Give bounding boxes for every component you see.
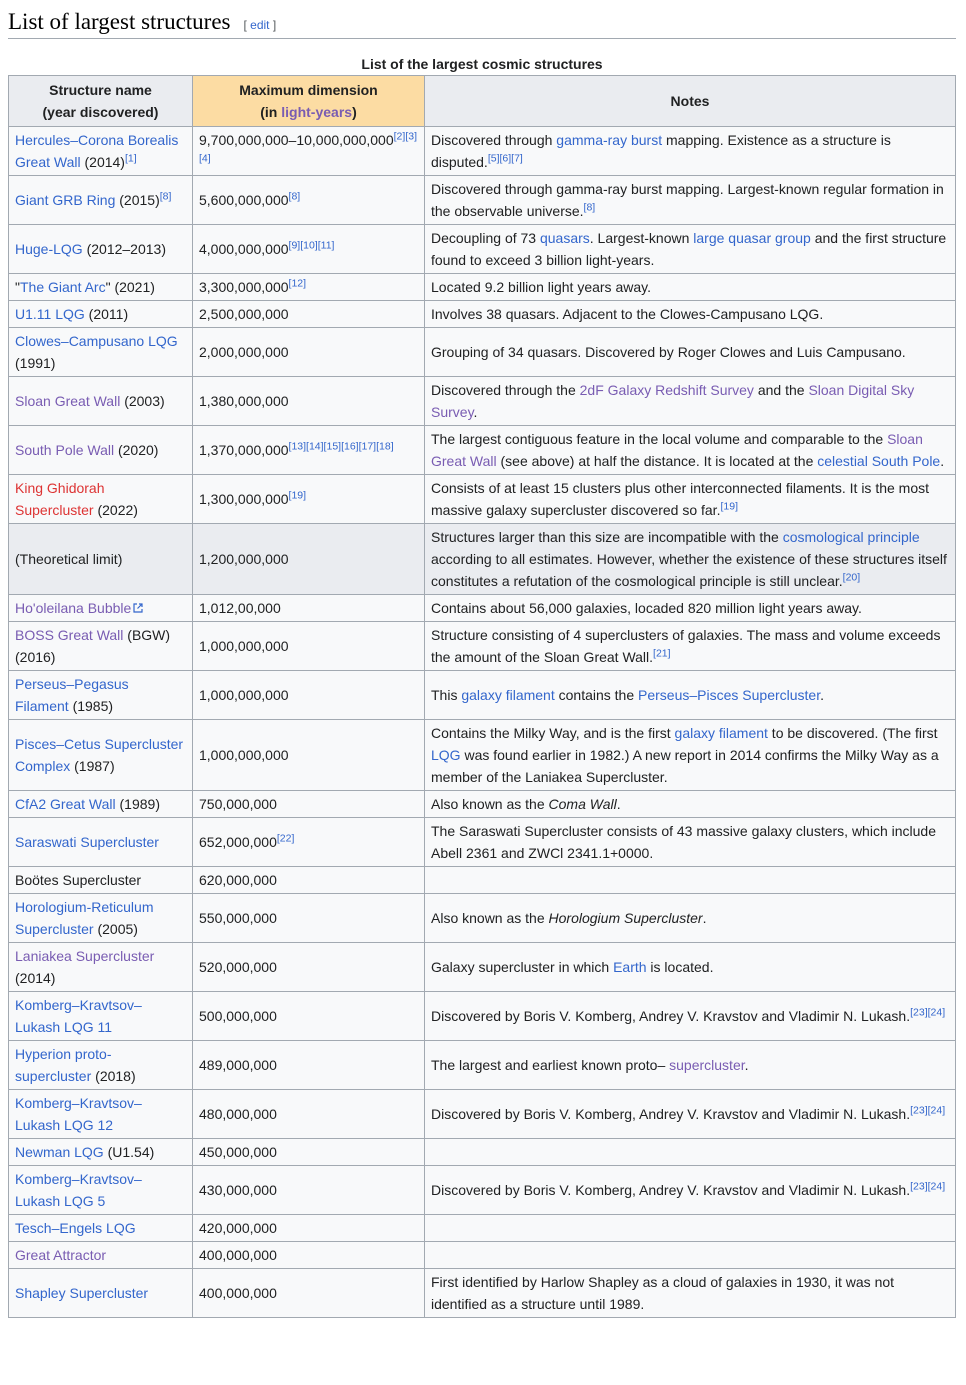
header-notes[interactable]: Notes (425, 76, 956, 127)
cell-structure-name (9, 1269, 193, 1318)
cell-notes (425, 301, 956, 328)
cell-text: (BGW) (2016) (15, 627, 171, 665)
cell-text: (2005) (93, 921, 138, 937)
cell-text: 1,000,000,000 (199, 638, 289, 654)
table-row (9, 1269, 956, 1318)
cell-max-dimension (193, 301, 425, 328)
cell-structure-name (9, 1139, 193, 1166)
cell-text: Structures larger than this size are incompatible with the (431, 529, 783, 545)
wiki-link[interactable]: galaxy filament (674, 725, 768, 741)
header-max-dimension[interactable]: Maximum dimension (in light-years) (193, 76, 425, 127)
cell-text: Boötes Supercluster (15, 872, 142, 888)
cell-notes (425, 1215, 956, 1242)
section-title: List of largest structures (8, 9, 231, 34)
cell-text: mapping. Existence as a structure is disputed. (431, 132, 891, 170)
cell-structure-name (9, 176, 193, 225)
cell-text: (Theoretical limit) (15, 551, 123, 567)
cell-text: Consists of at least 15 clusters plus other interconnected filaments. It is the most massive galaxy supercluster discovered so far. (431, 480, 930, 518)
cell-structure-name (9, 943, 193, 992)
cell-text: (2014) (80, 154, 125, 170)
cell-text: (2003) (120, 393, 165, 409)
cell-text: Contains the Milky Way, and is the first (431, 725, 675, 741)
edit-link[interactable]: edit (250, 18, 270, 32)
cell-text: 500,000,000 (199, 1008, 277, 1024)
cell-max-dimension (193, 127, 425, 176)
cell-notes (425, 867, 956, 894)
table-row (9, 791, 956, 818)
cell-text: . (616, 796, 621, 812)
wiki-link[interactable]: quasars (539, 230, 590, 246)
cell-notes (425, 524, 956, 595)
cell-max-dimension (193, 1041, 425, 1090)
table-row (9, 671, 956, 720)
wiki-link[interactable]: Sloan Great Wall (431, 431, 923, 469)
cell-max-dimension (193, 622, 425, 671)
cell-max-dimension (193, 671, 425, 720)
table-row (9, 622, 956, 671)
table-row (9, 1090, 956, 1139)
cell-text: First identified by Harlow Shapley as a cloud of galaxies in 1930, it was not identified as a structure until 1989. (431, 1274, 895, 1312)
cell-structure-name (9, 595, 193, 622)
cell-text: Discovered through the (431, 382, 580, 398)
cell-structure-name (9, 818, 193, 867)
table-row (9, 377, 956, 426)
citation-ref[interactable]: [1] (124, 152, 137, 165)
cell-max-dimension (193, 1139, 425, 1166)
citation-ref[interactable]: [5][6][7] (487, 152, 523, 165)
citation-ref[interactable]: [20] (842, 571, 861, 584)
cell-max-dimension (193, 1215, 425, 1242)
cell-max-dimension (193, 176, 425, 225)
table-row (9, 328, 956, 377)
cell-max-dimension (193, 274, 425, 301)
cell-text: to be discovered. (The first (767, 725, 938, 741)
cell-max-dimension (193, 720, 425, 791)
wiki-link[interactable]: supercluster (669, 1057, 745, 1073)
table-row (9, 1166, 956, 1215)
wiki-link[interactable]: cosmological principle (782, 529, 920, 545)
cell-text: . (473, 404, 478, 420)
cell-text: Grouping of 34 quasars. Discovered by Roger Clowes and Luis Campusano. (431, 344, 906, 360)
cell-structure-name (9, 894, 193, 943)
cell-structure-name (9, 328, 193, 377)
citation-ref[interactable]: [8] (159, 190, 172, 203)
cell-text: The largest and earliest known proto– (431, 1057, 670, 1073)
cell-text: . (744, 1057, 749, 1073)
cell-text: 400,000,000 (199, 1247, 277, 1263)
cell-text: . Largest-known (589, 230, 694, 246)
wiki-link[interactable]: Sloan Great Wall (15, 393, 121, 409)
cell-notes (425, 818, 956, 867)
italic-text: Horologium Supercluster (548, 910, 703, 926)
cell-text: Discovered by Boris V. Komberg, Andrey V. Kravstov and Vladimir N. Lukash. (431, 1106, 911, 1122)
citation-ref[interactable]: [19] (288, 489, 307, 502)
cell-max-dimension (193, 426, 425, 475)
cell-text: (1989) (115, 796, 160, 812)
cell-text: (1991) (15, 355, 56, 371)
wiki-link[interactable]: Ho'oleilana Bubble (15, 600, 132, 616)
cell-text: . (940, 453, 945, 469)
table-row (9, 1041, 956, 1090)
table-row (9, 176, 956, 225)
table-row (9, 274, 956, 301)
table-row (9, 225, 956, 274)
wiki-link[interactable]: U1.11 LQG (15, 306, 85, 322)
wiki-link[interactable]: King Ghidorah Supercluster (15, 480, 105, 518)
wiki-link[interactable]: galaxy filament (461, 687, 555, 703)
wiki-link[interactable]: Saraswati Supercluster (15, 834, 159, 850)
cell-text: is located. (646, 959, 714, 975)
cell-text: 1,200,000,000 (199, 551, 289, 567)
wiki-link[interactable]: Horologium-Reticulum Supercluster (15, 899, 154, 937)
table-header-row (9, 76, 956, 127)
cell-text: 489,000,000 (199, 1057, 277, 1073)
light-years-link[interactable]: light-years (281, 104, 353, 120)
citation-ref[interactable]: [2][3][4] (199, 130, 417, 165)
wiki-link[interactable]: large quasar group (693, 230, 811, 246)
cell-notes (425, 671, 956, 720)
cell-text: Located 9.2 billion light years away. (431, 279, 651, 295)
wiki-link[interactable]: celestial South Pole (817, 453, 941, 469)
wiki-link[interactable]: Newman LQG (15, 1144, 104, 1160)
cell-structure-name (9, 377, 193, 426)
wiki-link[interactable]: gamma-ray burst (556, 132, 663, 148)
cell-notes (425, 992, 956, 1041)
cell-max-dimension (193, 475, 425, 524)
citation-ref[interactable]: [12] (288, 277, 307, 290)
cell-text: and the (753, 382, 809, 398)
cell-text: (2011) (84, 306, 129, 322)
cell-text: " (15, 279, 20, 295)
cell-max-dimension (193, 894, 425, 943)
wiki-link[interactable]: BOSS Great Wall (15, 627, 124, 643)
cell-notes (425, 720, 956, 791)
citation-ref[interactable]: [9][10][11] (288, 239, 335, 252)
cell-structure-name (9, 475, 193, 524)
cell-text: 1,000,000,000 (199, 747, 289, 763)
cell-text: Contains about 56,000 galaxies, locaded 820 million light years away. (431, 600, 862, 616)
cell-max-dimension (193, 818, 425, 867)
table-row (9, 1139, 956, 1166)
cell-structure-name (9, 225, 193, 274)
wiki-link[interactable]: Tesch–Engels LQG (15, 1220, 136, 1236)
italic-text: Coma Wall (548, 796, 617, 812)
cell-text: 480,000,000 (199, 1106, 277, 1122)
table-row (9, 1242, 956, 1269)
cell-text: according to all estimates. However, whether the existence of these structures itself constitutes a refutation of the cosmological principle is still unclear. (431, 551, 947, 589)
header-structure-name[interactable]: Structure name (year discovered) (9, 76, 193, 127)
citation-ref[interactable]: [22] (276, 832, 295, 845)
cell-notes (425, 127, 956, 176)
cell-text: 9,700,000,000–10,000,000,000 (199, 132, 394, 148)
cell-notes (425, 595, 956, 622)
table-body (9, 127, 956, 1318)
cell-text: 5,600,000,000 (199, 192, 289, 208)
cell-structure-name (9, 992, 193, 1041)
external-link-icon (133, 597, 143, 607)
cell-text: . (820, 687, 824, 703)
wiki-link[interactable]: Great Attractor (15, 1247, 107, 1263)
cell-text: 2,000,000,000 (199, 344, 289, 360)
citation-ref[interactable]: [21] (653, 647, 671, 660)
cell-text: (2015) (115, 192, 160, 208)
cell-text: 750,000,000 (199, 796, 277, 812)
table-caption: List of the largest cosmic structures (361, 56, 603, 72)
cell-notes (425, 943, 956, 992)
cell-text: Discovered through gamma-ray burst mapping. Largest-known regular formation in the observable universe. (431, 181, 944, 219)
cell-max-dimension (193, 992, 425, 1041)
wiki-link[interactable]: Sloan Digital Sky Survey (431, 382, 915, 420)
cell-text: Structure consisting of 4 superclusters of galaxies. The mass and volume exceeds the amount of the Sloan Great Wall. (431, 627, 941, 665)
cell-text: 3,300,000,000 (199, 279, 289, 295)
cell-structure-name (9, 1242, 193, 1269)
cell-notes (425, 622, 956, 671)
wiki-link[interactable]: Pisces–Cetus Supercluster Complex (15, 736, 184, 774)
cell-notes (425, 894, 956, 943)
cell-max-dimension (193, 1242, 425, 1269)
cell-text: 1,380,000,000 (199, 393, 289, 409)
wiki-link[interactable]: The Giant Arc (19, 279, 106, 295)
cell-notes (425, 475, 956, 524)
cell-structure-name (9, 1090, 193, 1139)
cell-max-dimension (193, 867, 425, 894)
wiki-link[interactable]: Earth (613, 959, 647, 975)
cell-text: Discovered by Boris V. Komberg, Andrey V. Kravstov and Vladimir N. Lukash. (431, 1008, 911, 1024)
table-row (9, 595, 956, 622)
cell-text: Decoupling of 73 (431, 230, 540, 246)
cell-structure-name (9, 1166, 193, 1215)
wiki-link[interactable]: Perseus–Pegasus Filament (15, 676, 129, 714)
citation-ref[interactable]: [23][24] (910, 1006, 946, 1019)
cell-text: Also known as the (431, 796, 549, 812)
cell-structure-name (9, 720, 193, 791)
cell-text: Involves 38 quasars. Adjacent to the Clowes-Campusano LQG. (431, 306, 824, 322)
cell-text: 550,000,000 (199, 910, 277, 926)
cell-notes (425, 225, 956, 274)
cell-notes (425, 328, 956, 377)
wiki-link[interactable]: LQG (431, 747, 461, 763)
cell-text: 652,000,000 (199, 834, 277, 850)
cell-max-dimension (193, 791, 425, 818)
table-row (9, 894, 956, 943)
cell-structure-name (9, 867, 193, 894)
cell-text: 1,370,000,000 (199, 442, 289, 458)
table-row (9, 943, 956, 992)
cell-structure-name (9, 127, 193, 176)
structures-table (8, 75, 956, 1318)
table-row (9, 127, 956, 176)
cell-notes (425, 377, 956, 426)
cell-text: (2022) (93, 502, 138, 518)
cell-text: Galaxy supercluster in which (431, 959, 614, 975)
cell-notes (425, 274, 956, 301)
cell-text: contains the (554, 687, 639, 703)
wiki-link[interactable]: Komberg–Kravtsov–Lukash LQG 12 (15, 1095, 142, 1133)
cell-text: (2018) (91, 1068, 136, 1084)
cell-max-dimension (193, 328, 425, 377)
cell-max-dimension (193, 1166, 425, 1215)
cell-structure-name (9, 524, 193, 595)
cell-text: 430,000,000 (199, 1182, 277, 1198)
wiki-link[interactable]: Hyperion proto-supercluster (15, 1046, 112, 1084)
wiki-link[interactable]: Laniakea Supercluster (15, 948, 155, 964)
citation-ref[interactable]: [8] (288, 190, 301, 203)
citation-ref[interactable]: [23][24] (910, 1180, 946, 1193)
wiki-link[interactable]: 2dF Galaxy Redshift Survey (579, 382, 754, 398)
table-row (9, 720, 956, 791)
wiki-link[interactable]: Giant GRB Ring (15, 192, 116, 208)
citation-ref[interactable]: [13][14][15][16][17][18] (288, 440, 394, 453)
cell-structure-name (9, 301, 193, 328)
cell-structure-name (9, 1041, 193, 1090)
table-row (9, 867, 956, 894)
cell-text: (2012–2013) (82, 241, 166, 257)
cell-notes (425, 1139, 956, 1166)
cell-structure-name (9, 1215, 193, 1242)
cell-notes (425, 791, 956, 818)
cell-structure-name (9, 274, 193, 301)
cell-text: Discovered through (431, 132, 557, 148)
cell-max-dimension (193, 595, 425, 622)
cell-text: 2,500,000,000 (199, 306, 289, 322)
cell-text: 400,000,000 (199, 1285, 277, 1301)
edit-section: [ edit ] (243, 18, 277, 32)
cell-text: and the first structure found to exceed 3 billion light-years. (431, 230, 947, 268)
citation-ref[interactable]: [19] (720, 500, 738, 513)
cell-text: (see above) at half the distance. It is located at the (496, 453, 818, 469)
cell-text: 4,000,000,000 (199, 241, 289, 257)
cell-structure-name (9, 671, 193, 720)
cell-max-dimension (193, 1090, 425, 1139)
cell-text: 450,000,000 (199, 1144, 277, 1160)
wiki-link[interactable]: Shapley Supercluster (15, 1285, 149, 1301)
cell-text: (1985) (68, 698, 114, 714)
wiki-link[interactable]: Huge-LQG (15, 241, 83, 257)
cell-text: (U1.54) (103, 1144, 155, 1160)
table-row (9, 992, 956, 1041)
cell-text: The Saraswati Supercluster consists of 43 massive galaxy clusters, which include Abell 2361 and ZWCl 2341.1+0000. (431, 823, 936, 861)
cell-text: Discovered by Boris V. Komberg, Andrey V. Kravstov and Vladimir N. Lukash. (431, 1182, 911, 1198)
cell-notes (425, 1090, 956, 1139)
cell-text: (2014) (15, 970, 56, 986)
cell-notes (425, 1242, 956, 1269)
cell-text: 520,000,000 (199, 959, 277, 975)
wiki-link[interactable]: Komberg–Kravtsov–Lukash LQG 5 (15, 1171, 142, 1209)
cell-text: 620,000,000 (199, 872, 277, 888)
cell-text: 1,012,00,000 (199, 600, 281, 616)
table-row (9, 426, 956, 475)
table-row (9, 1215, 956, 1242)
wiki-link[interactable]: Perseus–Pisces Supercluster (638, 687, 821, 703)
cell-notes (425, 1269, 956, 1318)
cell-text: " (2021) (105, 279, 155, 295)
cell-notes (425, 426, 956, 475)
cell-text: (2020) (114, 442, 159, 458)
table-row (9, 475, 956, 524)
wiki-link[interactable]: South Pole Wall (15, 442, 115, 458)
cell-structure-name (9, 791, 193, 818)
wiki-link[interactable]: Komberg–Kravtsov–Lukash LQG 11 (15, 997, 142, 1035)
cell-text: 1,300,000,000 (199, 491, 289, 507)
table-row (9, 301, 956, 328)
cell-notes (425, 176, 956, 225)
cell-max-dimension (193, 943, 425, 992)
cell-max-dimension (193, 524, 425, 595)
cell-structure-name (9, 622, 193, 671)
cell-text: This (431, 687, 462, 703)
table-row (9, 818, 956, 867)
cell-notes (425, 1041, 956, 1090)
cell-text: was found earlier in 1982.) A new report in 2014 confirms the Milky Way as a member of the Laniakea Supercluster. (431, 747, 939, 785)
cell-text: (1987) (70, 758, 115, 774)
table-row (9, 524, 956, 595)
citation-ref[interactable]: [8] (583, 201, 596, 214)
wiki-link[interactable]: Clowes–Campusano LQG (15, 333, 178, 349)
cell-text: . (702, 910, 707, 926)
cell-text: Also known as the (431, 910, 549, 926)
wiki-link[interactable]: Hercules–Corona Borealis Great Wall (15, 132, 179, 170)
cell-text: The largest contiguous feature in the local volume and comparable to the (431, 431, 888, 447)
section-heading (8, 8, 956, 39)
cell-text: 1,000,000,000 (199, 687, 289, 703)
cell-max-dimension (193, 225, 425, 274)
cell-max-dimension (193, 1269, 425, 1318)
citation-ref[interactable]: [23][24] (910, 1104, 946, 1117)
wiki-link[interactable]: CfA2 Great Wall (15, 796, 116, 812)
cell-notes (425, 1166, 956, 1215)
cell-max-dimension (193, 377, 425, 426)
cell-structure-name (9, 426, 193, 475)
cell-text: 420,000,000 (199, 1220, 277, 1236)
